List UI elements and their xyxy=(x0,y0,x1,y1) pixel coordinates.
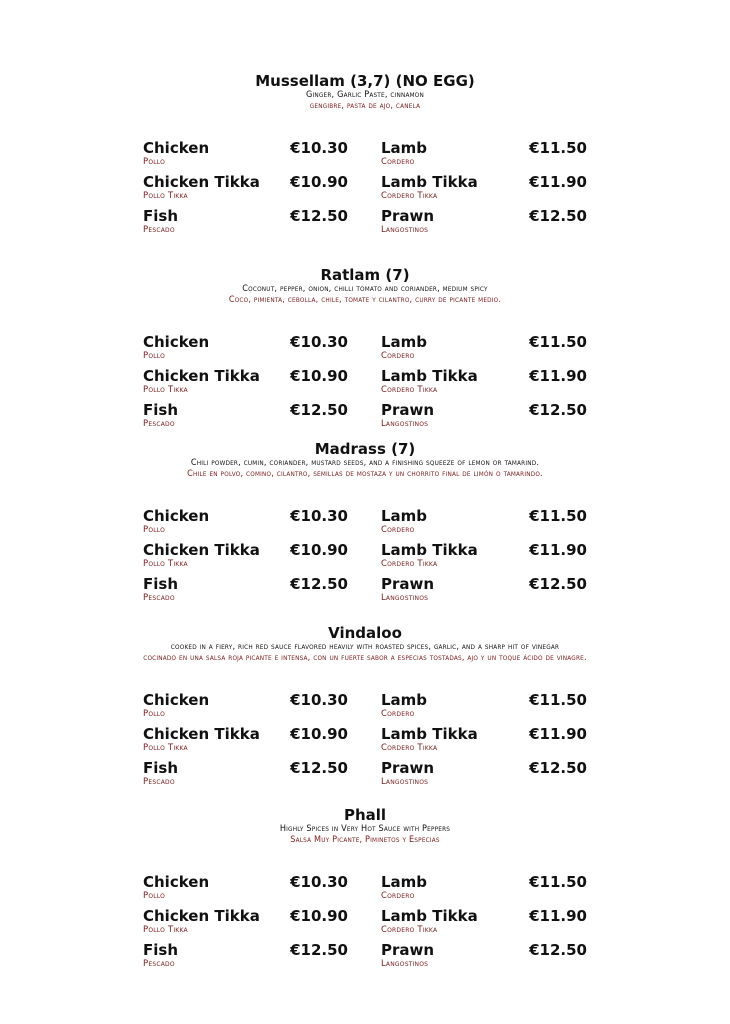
menu-item xyxy=(143,208,348,242)
item-translation: Cordero Tikka xyxy=(381,743,438,753)
menu-item xyxy=(381,760,587,794)
item-name: Lamb Tikka xyxy=(381,907,478,925)
menu-item xyxy=(381,402,587,436)
item-name: Lamb xyxy=(381,139,428,157)
item-translation: Pollo Tikka xyxy=(143,925,188,935)
item-translation: Langostinos xyxy=(381,593,429,603)
item-translation: Pescado xyxy=(143,419,175,429)
menu-item xyxy=(143,942,348,976)
menu-section xyxy=(0,72,730,112)
item-translation: Pollo Tikka xyxy=(143,191,188,201)
item-translation: Langostinos xyxy=(381,777,429,787)
item-price: €10.30 xyxy=(290,873,348,891)
section-description-es: Coco, pimienta, cebolla, chile, tomate y cilantro, curry de picante medio. xyxy=(228,295,502,305)
menu-item xyxy=(381,334,587,368)
item-name: Fish xyxy=(143,401,178,419)
menu-item xyxy=(143,542,348,576)
menu-item xyxy=(143,140,348,174)
item-name: Chicken Tikka xyxy=(143,907,260,925)
item-translation: Pollo xyxy=(143,351,166,361)
item-name: Chicken xyxy=(143,333,210,351)
menu-item xyxy=(381,726,587,760)
section-title: Phall xyxy=(343,806,387,824)
item-name: Lamb Tikka xyxy=(381,725,478,743)
item-price: €12.50 xyxy=(529,207,587,225)
item-name: Lamb xyxy=(381,691,428,709)
menu-item xyxy=(381,942,587,976)
item-name: Lamb xyxy=(381,873,428,891)
item-price: €11.90 xyxy=(529,367,587,385)
item-name: Chicken Tikka xyxy=(143,541,260,559)
menu-item xyxy=(381,542,587,576)
item-name: Chicken xyxy=(143,691,210,709)
item-name: Chicken Tikka xyxy=(143,367,260,385)
item-price: €10.90 xyxy=(290,173,348,191)
item-translation: Pollo Tikka xyxy=(143,385,188,395)
item-translation: Cordero xyxy=(381,351,415,361)
menu-item xyxy=(143,174,348,208)
item-name: Lamb xyxy=(381,507,428,525)
section-title: Ratlam (7) xyxy=(320,266,410,284)
item-translation: Pollo xyxy=(143,891,166,901)
menu-item xyxy=(381,174,587,208)
menu-section xyxy=(0,440,730,480)
item-name: Chicken xyxy=(143,873,210,891)
menu-item xyxy=(381,140,587,174)
menu-item xyxy=(143,508,348,542)
menu-item xyxy=(143,402,348,436)
item-name: Chicken xyxy=(143,139,210,157)
section-description-es: gengibre, pasta de ajo, canela xyxy=(309,101,421,111)
item-price: €10.90 xyxy=(290,725,348,743)
item-name: Fish xyxy=(143,575,178,593)
item-translation: Pollo xyxy=(143,709,166,719)
item-name: Lamb Tikka xyxy=(381,173,478,191)
item-translation: Pollo Tikka xyxy=(143,743,188,753)
item-translation: Cordero Tikka xyxy=(381,191,438,201)
section-title: Madrass (7) xyxy=(314,440,416,458)
item-price: €11.50 xyxy=(529,333,587,351)
item-price: €12.50 xyxy=(529,759,587,777)
menu-item xyxy=(143,692,348,726)
item-name: Fish xyxy=(143,941,178,959)
item-price: €11.50 xyxy=(529,691,587,709)
item-price: €11.50 xyxy=(529,507,587,525)
section-description-en: Coconut, pepper, onion, chilli tomato and coriander, medium spicy xyxy=(242,284,488,294)
item-name: Chicken Tikka xyxy=(143,725,260,743)
menu-section xyxy=(0,806,730,846)
menu-section xyxy=(0,624,730,664)
menu-item xyxy=(381,576,587,610)
item-name: Fish xyxy=(143,759,178,777)
item-translation: Pollo Tikka xyxy=(143,559,188,569)
item-price: €10.90 xyxy=(290,907,348,925)
section-description-en: Highly Spices in Very Hot Sauce with Peppers xyxy=(279,824,451,834)
item-name: Prawn xyxy=(381,401,435,419)
item-translation: Pollo xyxy=(143,157,166,167)
item-translation: Cordero xyxy=(381,525,415,535)
item-price: €10.90 xyxy=(290,541,348,559)
menu-item xyxy=(143,874,348,908)
item-name: Prawn xyxy=(381,759,435,777)
item-price: €12.50 xyxy=(529,575,587,593)
item-name: Lamb Tikka xyxy=(381,541,478,559)
section-description-en: cooked in a fiery, rich red sauce flavored heavily with roasted spices, garlic, and a sharp hit of vinegar xyxy=(170,642,560,652)
item-translation: Langostinos xyxy=(381,225,429,235)
menu-item xyxy=(143,908,348,942)
section-title: Vindaloo xyxy=(328,624,402,642)
item-name: Prawn xyxy=(381,207,435,225)
item-name: Lamb Tikka xyxy=(381,367,478,385)
item-name: Lamb xyxy=(381,333,428,351)
menu-item xyxy=(381,508,587,542)
item-price: €10.30 xyxy=(290,139,348,157)
item-translation: Cordero Tikka xyxy=(381,559,438,569)
item-translation: Langostinos xyxy=(381,959,429,969)
item-price: €10.90 xyxy=(290,367,348,385)
menu-item xyxy=(143,726,348,760)
menu-item xyxy=(381,368,587,402)
item-price: €12.50 xyxy=(290,575,348,593)
item-translation: Cordero xyxy=(381,157,415,167)
item-price: €10.30 xyxy=(290,691,348,709)
item-translation: Cordero xyxy=(381,709,415,719)
menu-section xyxy=(0,266,730,306)
item-translation: Cordero xyxy=(381,891,415,901)
item-translation: Cordero Tikka xyxy=(381,385,438,395)
section-title: Mussellam (3,7) (NO EGG) xyxy=(255,72,475,90)
item-price: €12.50 xyxy=(290,941,348,959)
menu-item xyxy=(143,334,348,368)
item-name: Chicken Tikka xyxy=(143,173,260,191)
item-price: €11.90 xyxy=(529,907,587,925)
item-translation: Pescado xyxy=(143,225,175,235)
item-price: €12.50 xyxy=(529,401,587,419)
item-name: Prawn xyxy=(381,941,435,959)
item-price: €11.90 xyxy=(529,725,587,743)
item-price: €10.30 xyxy=(290,507,348,525)
item-translation: Pescado xyxy=(143,593,175,603)
section-description-es: cocinado en una salsa roja picante e intensa, con un fuerte sabor a especias tostadas, ajo y un toque ácido de vinagre. xyxy=(143,653,587,663)
section-description-en: Ginger, Garlic Paste, cinnamon xyxy=(305,90,425,100)
item-name: Fish xyxy=(143,207,178,225)
menu-item xyxy=(381,692,587,726)
item-translation: Pescado xyxy=(143,959,175,969)
item-price: €11.50 xyxy=(529,139,587,157)
item-name: Chicken xyxy=(143,507,210,525)
item-price: €12.50 xyxy=(290,207,348,225)
item-translation: Pollo xyxy=(143,525,166,535)
item-price: €11.50 xyxy=(529,873,587,891)
item-price: €11.90 xyxy=(529,541,587,559)
menu-item xyxy=(381,908,587,942)
item-price: €12.50 xyxy=(290,759,348,777)
item-name: Prawn xyxy=(381,575,435,593)
menu-item xyxy=(143,576,348,610)
item-translation: Cordero Tikka xyxy=(381,925,438,935)
item-translation: Pescado xyxy=(143,777,175,787)
section-description-es: Salsa Muy Picante, Piminetos y Especias xyxy=(290,835,440,845)
menu-item xyxy=(381,874,587,908)
item-price: €12.50 xyxy=(290,401,348,419)
menu-item xyxy=(143,368,348,402)
item-translation: Langostinos xyxy=(381,419,429,429)
item-price: €10.30 xyxy=(290,333,348,351)
item-price: €12.50 xyxy=(529,941,587,959)
item-price: €11.90 xyxy=(529,173,587,191)
section-description-es: Chile en polvo, comino, cilantro, semillas de mostaza y un chorrito final de limón o tamarindo. xyxy=(187,469,543,479)
menu-item xyxy=(381,208,587,242)
section-description-en: Chili powder, cumin, coriander, mustard seeds, and a finishing squeeze of lemon or tamarind. xyxy=(190,458,540,468)
menu-item xyxy=(143,760,348,794)
